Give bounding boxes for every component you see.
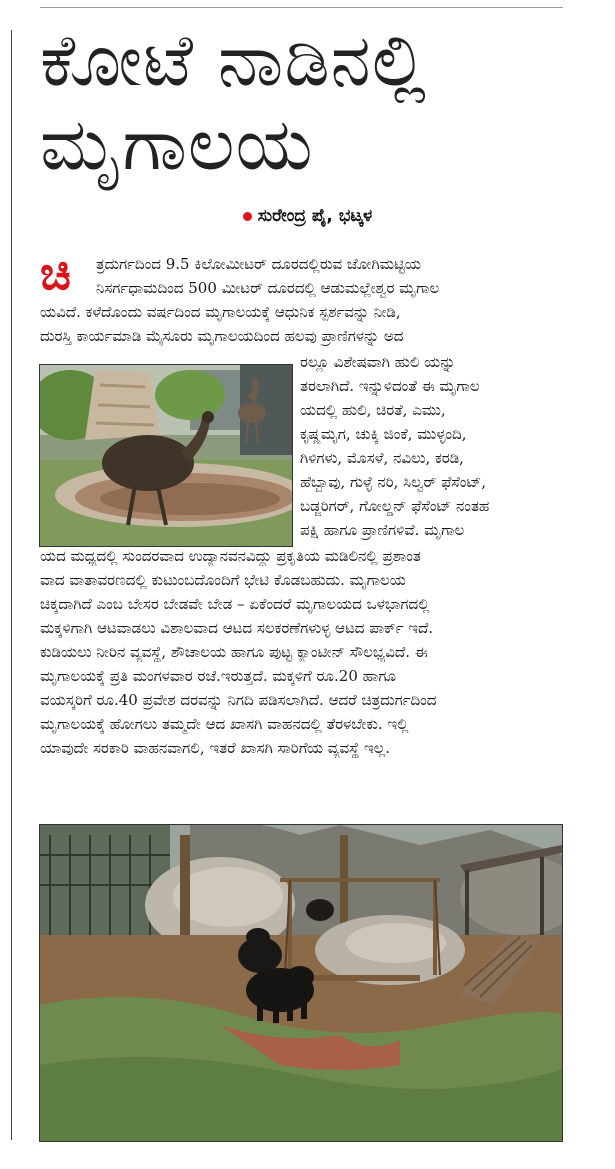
body-line: ಮಕ್ಕಳಿಗಾಗಿ ಆಟವಾಡಲು ವಿಶಾಲವಾದ ಆಟದ ಸಲಕರಣೆಗಳುಳ್ಳ ಆಟದ ಪಾರ್ಕ್ ಇದೆ. — [40, 619, 434, 637]
body-line: ಕುಡಿಯಲು ನೀರಿನ ವ್ಯವಸ್ಥೆ, ಶೌಚಾಲಯ ಹಾಗೂ ಪುಟ್ಟ ಕ್ಯಾಂಟೀನ್ ಸೌಲಭ್ಯವಿದೆ. ಈ — [40, 643, 428, 661]
body-line: ಯದಲ್ಲಿ ಹುಲಿ, ಚಿರತೆ, ಎಮು, — [300, 401, 446, 419]
body-line: ನಿಸರ್ಗಧಾಮದಿಂದ 500 ಮೀಟರ್ ದೂರದಲ್ಲಿ ಆಡುಮಲ್ಲೇಶ್ವರ ಮೃಗಾಲ — [96, 279, 440, 297]
body-line: ಚಿಕ್ಕದಾಗಿದೆ ಎಂಬ ಬೇಸರ ಬೇಡವೇ ಬೇಡ – ಏಕೆಂದರೆ ಮೃಗಾಲಯದ ಒಳಭಾಗದಲ್ಲಿ — [40, 595, 430, 613]
emu-photo — [39, 364, 293, 547]
body-line: ಮೃಗಾಲಯಕ್ಕೆ ಪ್ರತಿ ಮಂಗಳವಾರ ರಜೆ.ಇರುತ್ತದೆ. ಮಕ್ಕಳಿಗೆ ರೂ.20 ಹಾಗೂ — [40, 667, 397, 685]
body-line: ಯಾವುದೇ ಸರಕಾರಿ ವಾಹನವಾಗಲಿ, ಇತರೆ ಖಾಸಗಿ ಸಾರಿಗೆಯ ವ್ಯವಸ್ಥೆ ಇಲ್ಲ. — [40, 739, 390, 757]
body-line: ದುರಸ್ತಿ ಕಾರ್ಯಮಾಡಿ ಮೈಸೂರು ಮೃಗಾಲಯದಿಂದ ಹಲವು ಪ್ರಾಣಿಗಳನ್ನು ಅದ — [40, 327, 404, 345]
body-line: ರಲ್ಲೂ ವಿಶೇಷವಾಗಿ ಹುಲಿ ಯನ್ನು — [300, 353, 456, 371]
body-line: ಮೃಗಾಲಯಕ್ಕೆ ಹೋಗಲು ತಮ್ಮದೇ ಆದ ಖಾಸಗಿ ವಾಹನದಲ್ಲಿ ತೆರಳಬೇಕು. ಇಲ್ಲಿ — [40, 715, 409, 733]
byline — [0, 206, 615, 226]
bullet-dot-icon — [243, 212, 252, 221]
body-line: ವಾದ ವಾತಾವರಣದಲ್ಲಿ ಕುಟುಂಬದೊಂದಿಗೆ ಭೇಟಿ ಕೊಡಬಹುದು. ಮೃಗಾಲಯ — [40, 571, 406, 589]
byline-author: ಸುರೇಂದ್ರ ಪೈ, ಭಟ್ಕಳ — [257, 206, 373, 226]
body-line: ತ್ರದುರ್ಗದಿಂದ 9.5 ಕಿಲೋಮೀಟರ್ ದೂರದಲ್ಲಿರುವ ಜೋಗಿಮಟ್ಟಿಯ — [96, 255, 421, 273]
body-line: ಪಕ್ಷಿ ಹಾಗೂ ಪ್ರಾಣಿಗಳಿವೆ. ಮೃಗಾಲ — [300, 521, 465, 539]
body-line: ಹೆಬ್ಬಾವು, ಗುಳ್ಳೆ ನರಿ, ಸಿಲ್ವರ್ ಫೆಸೆಂಟ್, — [300, 473, 486, 491]
body-line: ಯದ ಮಧ್ಯದಲ್ಲಿ ಸುಂದರವಾದ ಉದ್ಯಾನವನವಿದ್ದು ಪ್ರಕೃತಿಯ ಮಡಿಲಿನಲ್ಲಿ ಪ್ರಶಾಂತ — [40, 547, 421, 565]
headline-line-1: ಕೋಟೆ ನಾಡಿನಲ್ಲಿ — [40, 18, 428, 102]
body-line: ತರಲಾಗಿದೆ. ಇನ್ನುಳಿದಂತೆ ಈ ಮೃಗಾಲ — [300, 377, 480, 395]
drop-cap: ಚಿ — [40, 246, 71, 300]
body-line: ಬಡ್ಜರಿಗರ್, ಗೋಲ್ಡನ್ ಫೆಸೆಂಟ್ ನಂತಹ — [300, 497, 490, 515]
bears-photo — [39, 824, 563, 1142]
body-line: ಗಿಳಿಗಳು, ಮೊಸಳೆ, ನವಿಲು, ಕರಡಿ, — [300, 449, 464, 467]
body-line: ಯವಿದೆ. ಕಳೆದೊಂದು ವರ್ಷದಿಂದ ಮೃಗಾಲಯಕ್ಕೆ ಆಧುನಿಕ ಸ್ಪರ್ಶವನ್ನು ನೀಡಿ, — [40, 303, 401, 321]
body-line: ವಯಸ್ಕರಿಗೆ ರೂ.40 ಪ್ರವೇಶ ದರವನ್ನು ನಿಗದಿ ಪಡಿಸಲಾಗಿದೆ. ಆದರೆ ಚಿತ್ರದುರ್ಗದಿಂದ — [40, 691, 437, 709]
top-rule — [40, 7, 563, 8]
headline-line-2: ಮೃಗಾಲಯ — [40, 102, 314, 186]
column-rule — [11, 30, 12, 1140]
body-line: ಕೃಷ್ಣಮೃಗ, ಚುಕ್ಕಿ ಜಿಂಕೆ, ಮುಳ್ಳಂದಿ, — [300, 425, 467, 443]
headline — [40, 18, 580, 186]
